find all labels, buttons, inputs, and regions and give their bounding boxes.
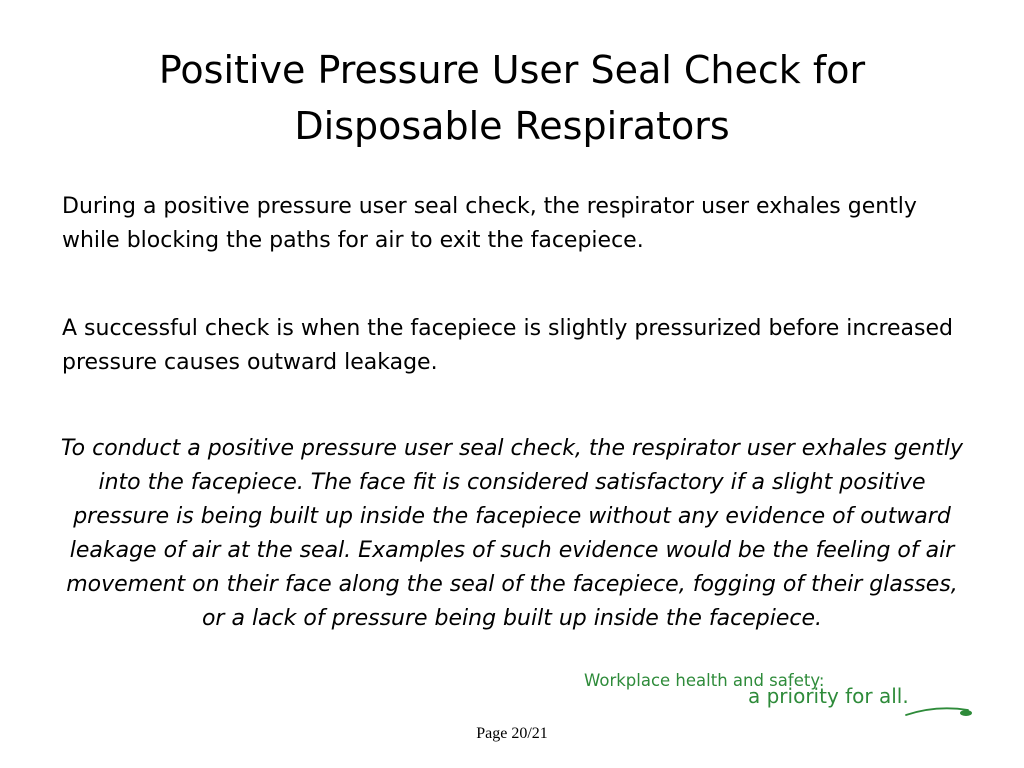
page-number: Page 20/21 xyxy=(476,725,548,742)
slogan-logo xyxy=(576,669,976,721)
slogan-line-2: a priority for all. xyxy=(748,684,909,708)
slogan-logo-graphic xyxy=(576,669,976,721)
slide-title: Positive Pressure User Seal Check for Disposable Respirators xyxy=(158,48,866,148)
swoosh-icon xyxy=(906,708,968,715)
italic-quote: To conduct a positive pressure user seal check, the respirator user exhales gently into the facepiece. The face fit is considered satisfactory if a slight positive pressure is being built up inside the facepiece without any evidence of outward leakage of air at the seal. Examples of such evidence would be the feeling of air movement on their face along the seal of the facepiece, fogging of their glasses, or a lack of pressure being built up inside the facepiece. xyxy=(60,436,964,631)
slogan-line-1: Workplace health and safety: xyxy=(584,671,825,690)
leaf-dot-icon xyxy=(960,710,972,716)
body-paragraph-1: During a positive pressure user seal check, the respirator user exhales gently while blocking the paths for air to exit the facepiece. xyxy=(62,194,917,253)
body-paragraph-2: A successful check is when the facepiece is slightly pressurized before increased pressure causes outward leakage. xyxy=(62,316,953,375)
